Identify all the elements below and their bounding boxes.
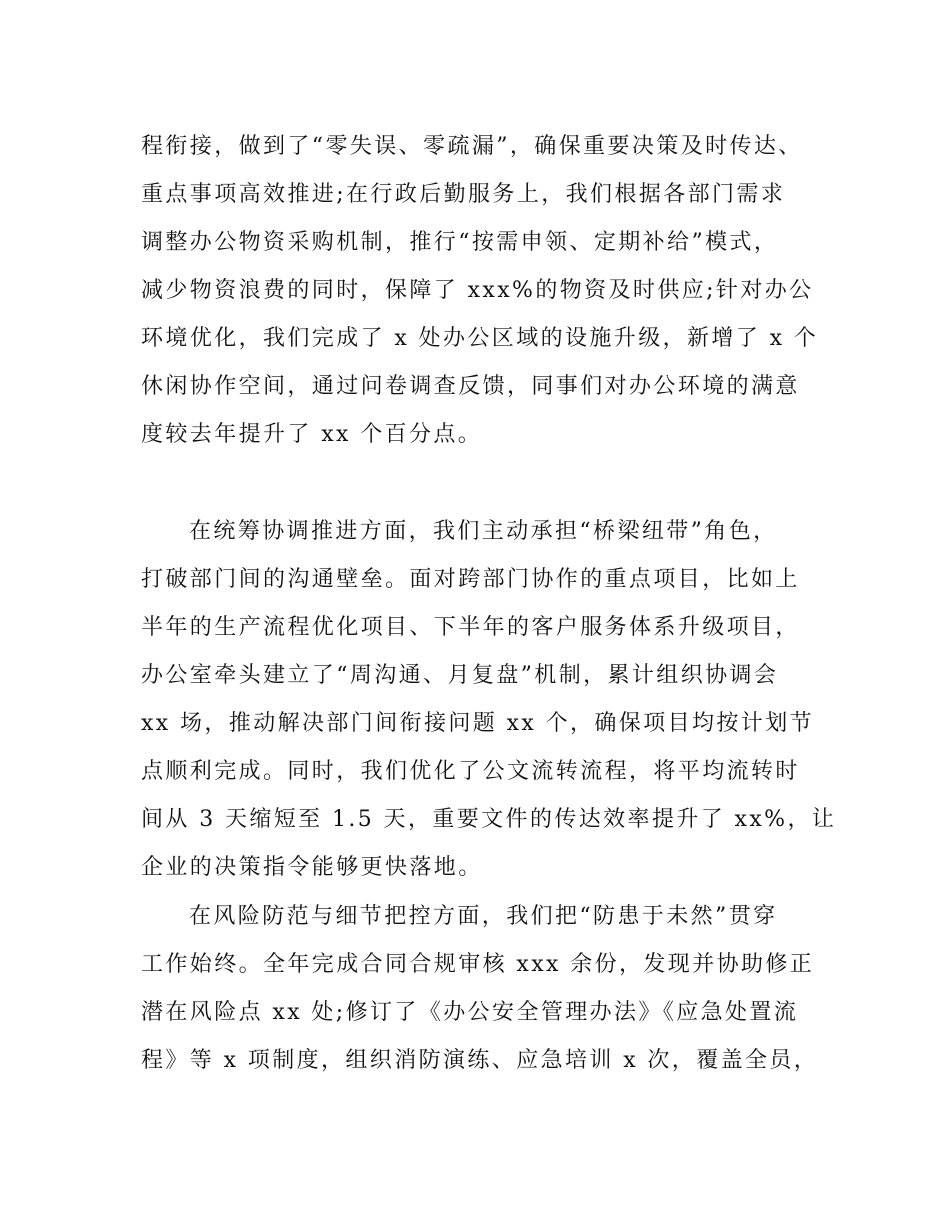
paragraph-1-line: 减少物资浪费的同时，保障了 xxx%的物资及时供应;针对办公 xyxy=(141,278,814,303)
paragraph-1-line: 环境优化，我们完成了 x 处办公区域的设施升级，新增了 x 个 xyxy=(141,326,819,351)
paragraph-3-line: 程》等 x 项制度，组织消防演练、应急培训 x 次，覆盖全员， xyxy=(141,1048,819,1073)
paragraph-2-line: 点顺利完成。同时，我们优化了公文流转流程，将平均流转时 xyxy=(141,759,800,784)
paragraph-2-line: 企业的决策指令能够更快落地。 xyxy=(141,855,483,880)
paragraph-2-line: 在统筹协调推进方面，我们主动承担“桥梁纽带”角色， xyxy=(189,519,778,544)
paragraph-2-line: 办公室牵头建立了“周沟通、月复盘”机制，累计组织协调会 xyxy=(141,663,779,688)
paragraph-1-line: 休闲协作空间，通过问卷调查反馈，同事们对办公环境的满意 xyxy=(141,374,800,399)
paragraph-2-line: 间从 3 天缩短至 1.5 天，重要文件的传达效率提升了 xx%，让 xyxy=(141,807,837,832)
paragraph-1-line: 调整办公物资采购机制，推行“按需申领、定期补给”模式， xyxy=(141,230,779,255)
paragraph-1-line: 程衔接，做到了“零失误、零疏漏”，确保重要决策及时传达、 xyxy=(141,134,803,159)
paragraph-3-line: 在风险防范与细节把控方面，我们把“防患于未然”贯穿 xyxy=(189,904,778,929)
paragraph-2-line: 打破部门间的沟通壁垒。面对跨部门协作的重点项目，比如上 xyxy=(141,567,800,592)
paragraph-1-line: 重点事项高效推进;在行政后勤服务上，我们根据各部门需求 xyxy=(141,182,786,207)
paragraph-3-line: 工作始终。全年完成合同合规审核 xxx 余份，发现并协助修正 xyxy=(141,952,815,977)
paragraph-2-line: 半年的生产流程优化项目、下半年的客户服务体系升级项目， xyxy=(141,615,800,640)
paragraph-1-line: 度较去年提升了 xx 个百分点。 xyxy=(141,422,483,447)
paragraph-2-line: xx 场，推动解决部门间衔接问题 xx 个，确保项目均按计划节 xyxy=(141,711,815,736)
paragraph-3-line: 潜在风险点 xx 处;修订了《办公安全管理办法》《应急处置流 xyxy=(141,1000,799,1025)
